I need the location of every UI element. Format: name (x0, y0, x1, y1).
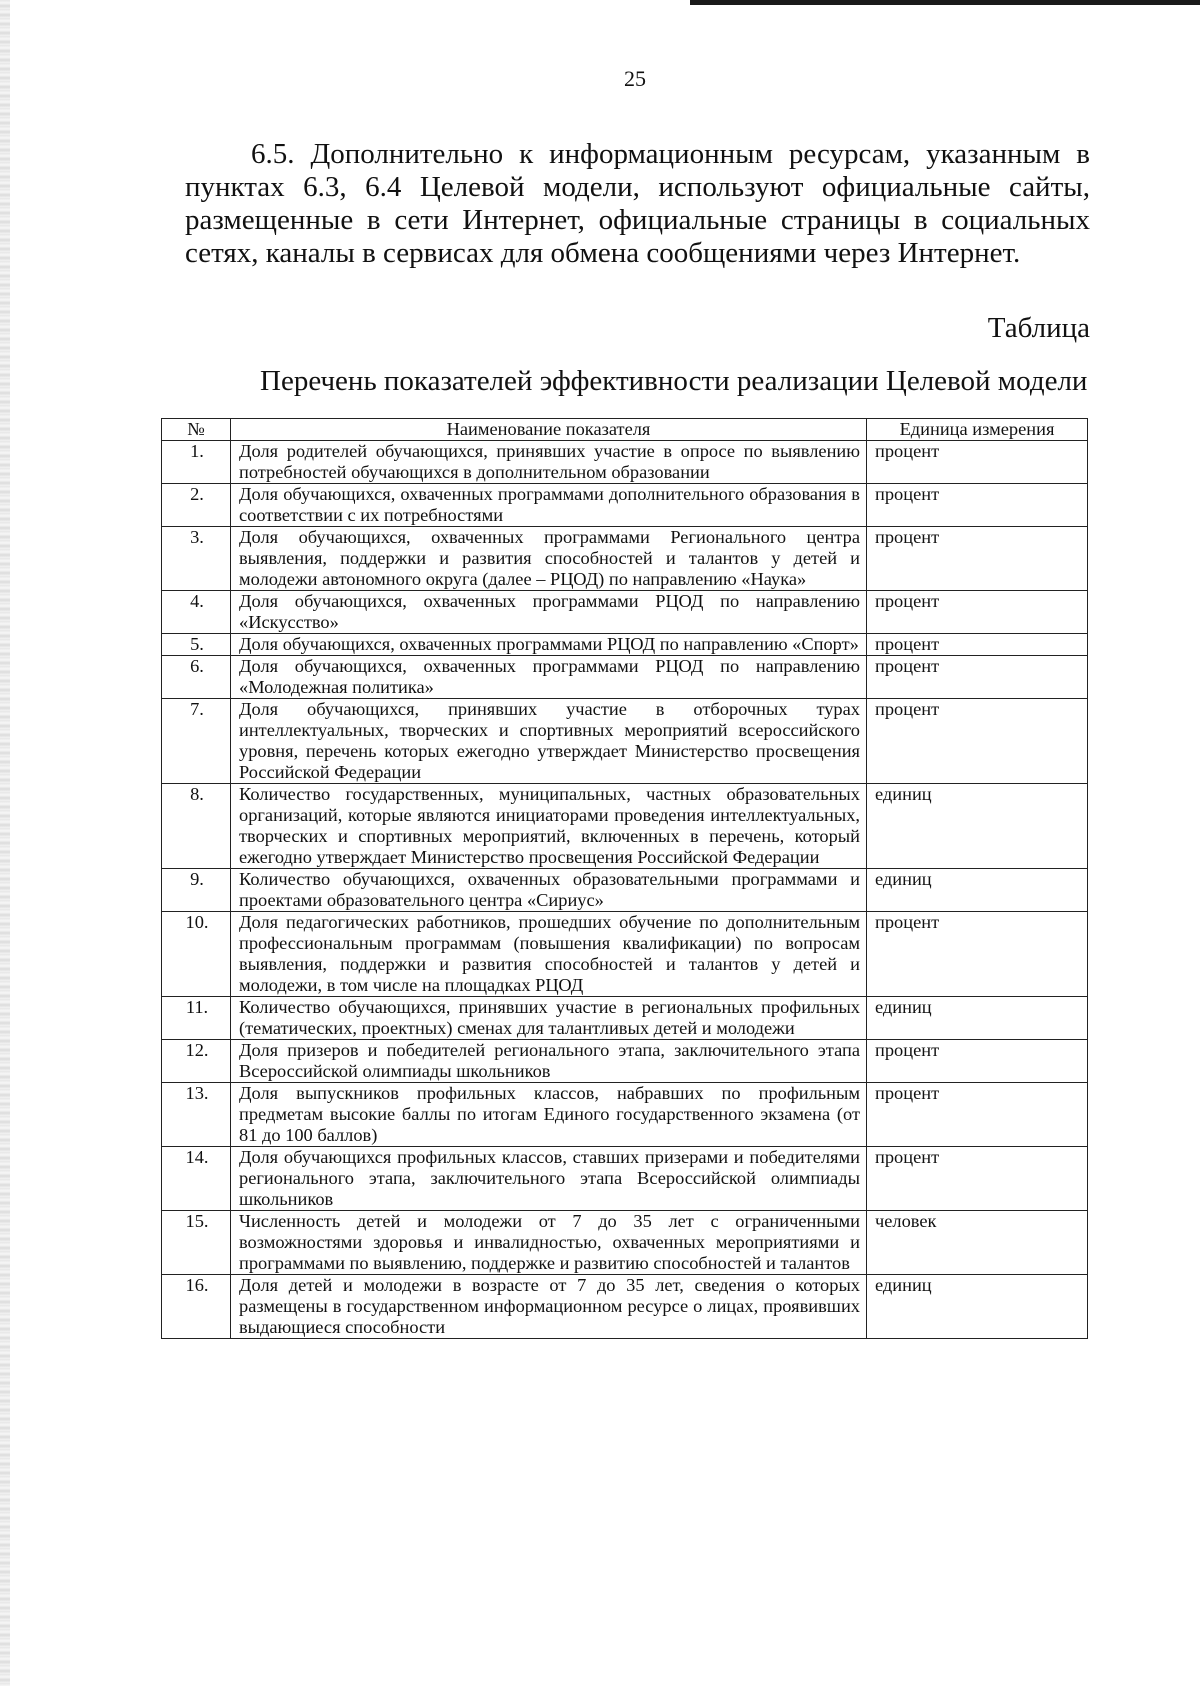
indicator-name: Доля обучающихся, охваченных программами РЦОД по направлению «Спорт» (231, 634, 867, 656)
table-row (162, 699, 1088, 784)
indicator-unit: единиц (867, 1275, 1088, 1339)
row-number: 9. (162, 869, 231, 912)
indicator-unit: процент (867, 591, 1088, 634)
indicator-name: Доля обучающихся, охваченных программами РЦОД по направлению «Искусство» (231, 591, 867, 634)
table-row (162, 1040, 1088, 1083)
table-row (162, 591, 1088, 634)
table-row (162, 527, 1088, 591)
indicator-name: Доля выпускников профильных классов, набравших по профильным предметам высокие баллы по итогам Единого государственного экзамена (от 81 до 100 баллов) (231, 1083, 867, 1147)
indicator-name: Доля обучающихся, принявших участие в отборочных турах интеллектуальных, творческих и спортивных мероприятий всероссийского уровня, перечень которых ежегодно утверждает Министерство просвещения Российской Федерации (231, 699, 867, 784)
indicators-table (161, 418, 1088, 1339)
indicator-name: Доля обучающихся, охваченных программами дополнительного образования в соответствии с их потребностями (231, 484, 867, 527)
indicator-name: Количество обучающихся, принявших участие в региональных профильных (тематических, проектных) сменах для талантливых детей и молодежи (231, 997, 867, 1040)
row-number: 1. (162, 441, 231, 484)
indicator-unit: процент (867, 527, 1088, 591)
row-number: 3. (162, 527, 231, 591)
indicator-unit: единиц (867, 784, 1088, 869)
indicator-unit: процент (867, 912, 1088, 997)
indicator-name: Количество обучающихся, охваченных образовательными программами и проектами образовательного центра «Сириус» (231, 869, 867, 912)
indicator-unit: процент (867, 699, 1088, 784)
indicator-unit: процент (867, 484, 1088, 527)
top-rule (690, 0, 1200, 5)
indicator-unit: процент (867, 1147, 1088, 1211)
row-number: 8. (162, 784, 231, 869)
table-row (162, 1275, 1088, 1339)
table-row (162, 1083, 1088, 1147)
table-row (162, 869, 1088, 912)
table-title: Перечень показателей эффективности реализации Целевой модели (260, 365, 1088, 397)
indicator-name: Доля призеров и победителей регионального этапа, заключительного этапа Всероссийской олимпиады школьников (231, 1040, 867, 1083)
row-number: 15. (162, 1211, 231, 1275)
row-number: 7. (162, 699, 231, 784)
indicator-unit: человек (867, 1211, 1088, 1275)
indicator-name: Доля родителей обучающихся, принявших участие в опросе по выявлению потребностей обучающихся в дополнительном образовании (231, 441, 867, 484)
row-number: 16. (162, 1275, 231, 1339)
table-row (162, 997, 1088, 1040)
table-body (162, 441, 1088, 1339)
table-row (162, 784, 1088, 869)
indicator-name: Численность детей и молодежи от 7 до 35 лет с ограниченными возможностями здоровья и инвалидностью, охваченных мероприятиями и программами по выявлению, поддержке и развитию способностей и талантов (231, 1211, 867, 1275)
scan-edge (0, 0, 10, 1686)
indicator-unit: процент (867, 441, 1088, 484)
row-number: 6. (162, 656, 231, 699)
table-label: Таблица (987, 312, 1090, 344)
indicator-name: Доля педагогических работников, прошедших обучение по дополнительным профессиональным программам (повышения квалификации) по вопросам выявления, поддержки и развития способностей и талантов у детей и молодежи, в том числе на площадках РЦОД (231, 912, 867, 997)
table-row (162, 634, 1088, 656)
row-number: 2. (162, 484, 231, 527)
indicator-name: Количество государственных, муниципальных, частных образовательных организаций, которые являются инициаторами проведения интеллектуальных, творческих и спортивных мероприятий, включенных в перечень, который ежегодно утверждает Министерство просвещения Российской Федерации (231, 784, 867, 869)
indicator-unit: процент (867, 634, 1088, 656)
indicator-name: Доля обучающихся, охваченных программами Регионального центра выявления, поддержки и развития способностей и талантов у детей и молодежи автономного округа (далее – РЦОД) по направлению «Наука» (231, 527, 867, 591)
table-row (162, 484, 1088, 527)
row-number: 14. (162, 1147, 231, 1211)
table-row (162, 912, 1088, 997)
row-number: 13. (162, 1083, 231, 1147)
paragraph-6-5: 6.5. Дополнительно к информационным ресурсам, указанным в пунктах 6.3, 6.4 Целевой модели, используют официальные сайты, размещенные в сети Интернет, официальные страницы в социальных сетях, каналы в сервисах для обмена сообщениями через Интернет. (185, 138, 1090, 269)
indicator-name: Доля обучающихся профильных классов, ставших призерами и победителями регионального этапа, заключительного этапа Всероссийской олимпиады школьников (231, 1147, 867, 1211)
indicator-unit: процент (867, 1083, 1088, 1147)
table-row (162, 441, 1088, 484)
header-number: № (162, 419, 231, 441)
header-indicator-name: Наименование показателя (231, 419, 867, 441)
indicator-unit: процент (867, 656, 1088, 699)
indicator-name: Доля детей и молодежи в возрасте от 7 до 35 лет, сведения о которых размещены в государственном информационном ресурсе о лицах, проявивших выдающиеся способности (231, 1275, 867, 1339)
row-number: 10. (162, 912, 231, 997)
row-number: 5. (162, 634, 231, 656)
row-number: 11. (162, 997, 231, 1040)
indicator-unit: процент (867, 1040, 1088, 1083)
page-number: 25 (624, 66, 646, 91)
table-row (162, 656, 1088, 699)
table-row (162, 1147, 1088, 1211)
row-number: 4. (162, 591, 231, 634)
indicator-unit: единиц (867, 869, 1088, 912)
row-number: 12. (162, 1040, 231, 1083)
header-unit: Единица измерения (867, 419, 1088, 441)
table-header-row (162, 419, 1088, 441)
table-row (162, 1211, 1088, 1275)
indicator-unit: единиц (867, 997, 1088, 1040)
indicator-name: Доля обучающихся, охваченных программами РЦОД по направлению «Молодежная политика» (231, 656, 867, 699)
